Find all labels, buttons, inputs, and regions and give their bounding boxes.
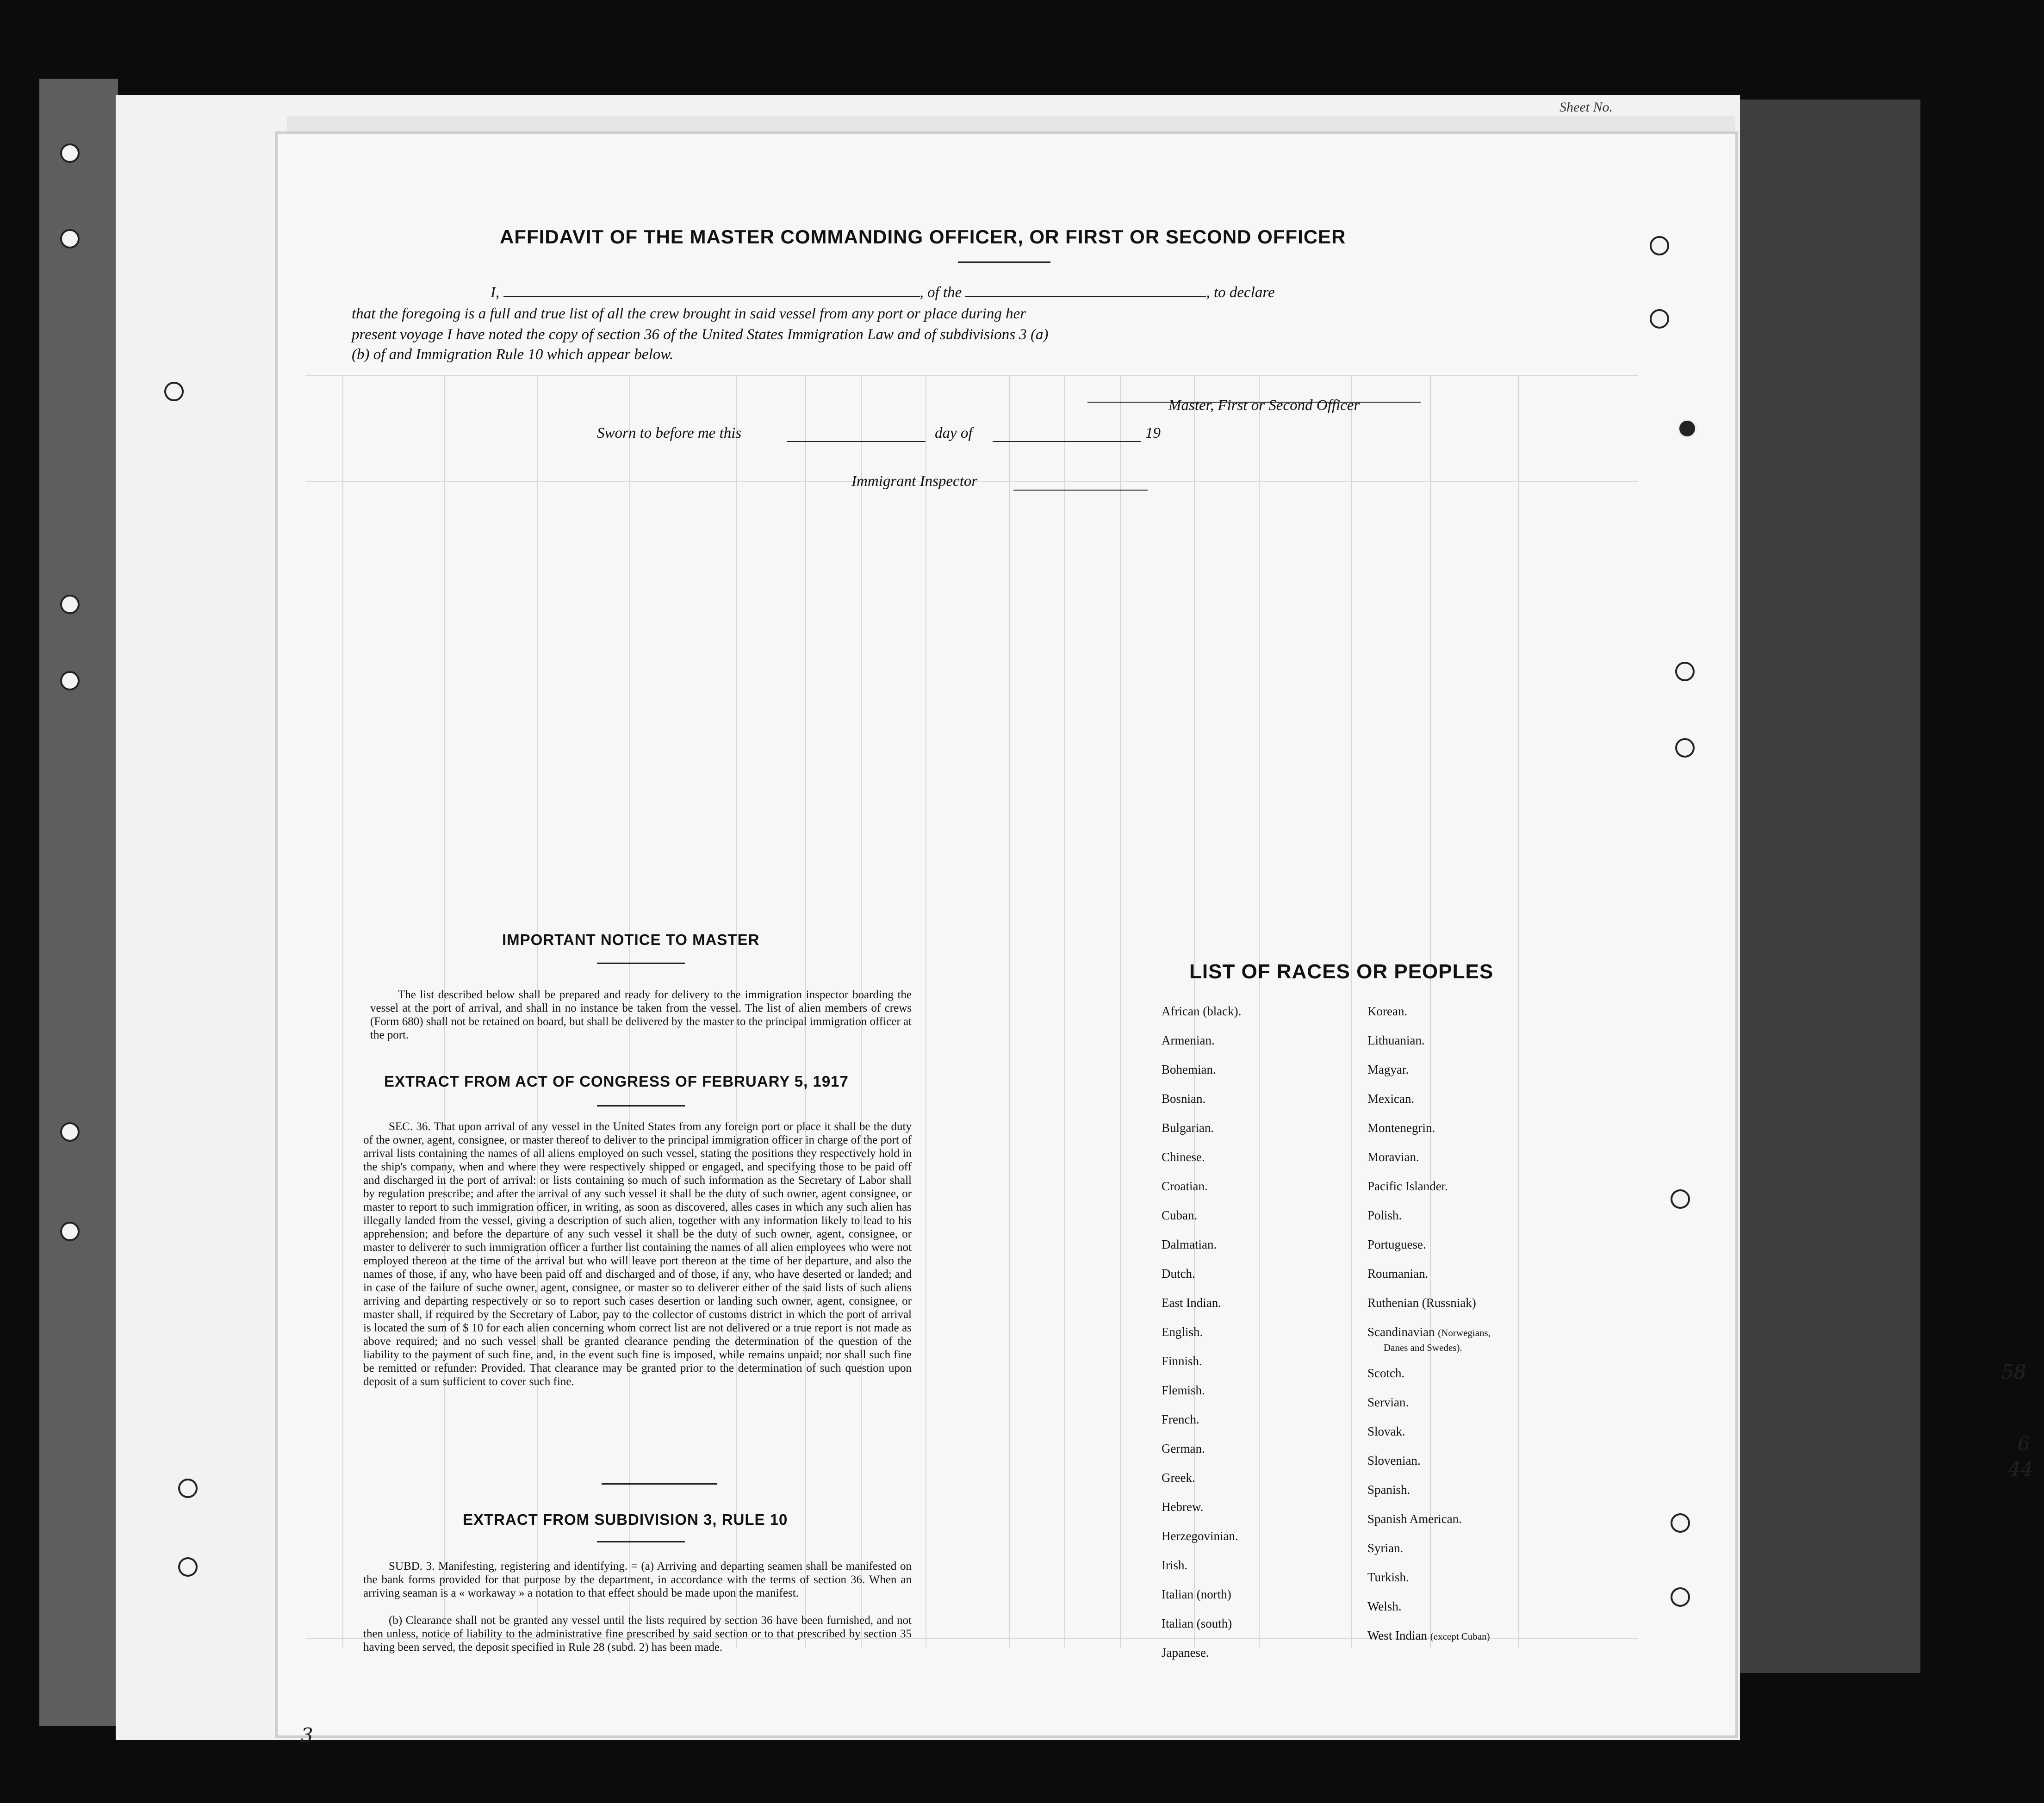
race-item: Flemish.	[1162, 1383, 1205, 1397]
race-item: Chinese.	[1162, 1150, 1205, 1164]
race-item: Roumanian.	[1367, 1267, 1429, 1281]
race-label: West Indian	[1367, 1629, 1428, 1642]
binder-hole	[60, 229, 80, 249]
binder-hole	[1650, 309, 1669, 329]
race-item: Syrian.	[1367, 1541, 1404, 1555]
affidavit-line1	[491, 283, 1275, 301]
race-item-continued	[1384, 1340, 1462, 1354]
race-item: Croatian.	[1162, 1179, 1208, 1193]
race-item: Scotch.	[1367, 1366, 1405, 1380]
race-item: Servian.	[1367, 1395, 1409, 1409]
race-item: Italian (south)	[1162, 1616, 1232, 1630]
race-item	[1367, 1325, 1491, 1339]
race-item: Italian (north)	[1162, 1587, 1231, 1601]
race-item: Armenian.	[1162, 1033, 1215, 1047]
year-label: 19	[1145, 425, 1161, 441]
affidavit-declare-label: , to declare	[1206, 284, 1275, 301]
race-item: Spanish American.	[1367, 1512, 1462, 1526]
binder-hole	[60, 1222, 80, 1241]
affidavit-of-label: , of the	[919, 284, 962, 301]
sheet-number-tab: Sheet No.	[1559, 99, 1613, 115]
race-item: Herzegovinian.	[1162, 1529, 1238, 1543]
binder-strip	[39, 79, 118, 1726]
extract-act-rule	[597, 1105, 685, 1107]
binder-hole	[1671, 1513, 1690, 1533]
title-rule	[958, 261, 1050, 263]
binder-hole	[1671, 1587, 1690, 1607]
races-title: LIST OF RACES OR PEOPLES	[1189, 960, 1494, 983]
race-item: Korean.	[1367, 1004, 1408, 1018]
affidavit-line2: that the foregoing is a full and true list of all the crew brought in said vessel from any port or place during her	[352, 305, 1026, 322]
backing-board-right	[1721, 99, 1920, 1673]
race-item: Japanese.	[1162, 1646, 1209, 1660]
race-item: French.	[1162, 1412, 1199, 1426]
race-item: Magyar.	[1367, 1063, 1409, 1076]
affidavit-title: AFFIDAVIT OF THE MASTER COMMANDING OFFICER, OR FIRST OR SECOND OFFICER	[500, 226, 1346, 248]
race-item: Spanish.	[1367, 1483, 1410, 1497]
race-item: Lithuanian.	[1367, 1033, 1425, 1047]
race-item: Cuban.	[1162, 1208, 1198, 1222]
binder-hole	[1677, 419, 1697, 438]
race-item: English.	[1162, 1325, 1203, 1339]
inspector-label: Immigrant Inspector	[851, 473, 978, 490]
binder-hole	[1675, 738, 1695, 758]
binder-hole	[60, 595, 80, 614]
binder-hole	[60, 143, 80, 163]
race-item: Montenegrin.	[1367, 1121, 1435, 1135]
binder-hole	[1671, 1189, 1690, 1209]
notice-rule	[597, 963, 685, 964]
extract-rule-rule	[597, 1541, 685, 1542]
binder-hole	[178, 1479, 198, 1498]
race-item: Slovak.	[1367, 1424, 1405, 1438]
name-blank	[503, 283, 920, 297]
race-note: (Norwegians,	[1438, 1327, 1491, 1338]
binder-hole	[178, 1557, 198, 1577]
day-of-label: day of	[935, 425, 973, 441]
race-item: Hebrew.	[1162, 1500, 1204, 1514]
handwritten-number: 3	[301, 1724, 313, 1747]
binder-hole	[1650, 236, 1669, 255]
race-note: (except Cuban)	[1430, 1631, 1490, 1642]
binder-hole	[164, 382, 184, 401]
race-item: Bosnian.	[1162, 1092, 1206, 1106]
race-item: Pacific Islander.	[1367, 1179, 1448, 1193]
handwritten-number: 44	[2008, 1458, 2033, 1480]
sworn-day-blank	[787, 428, 926, 442]
binder-hole	[1675, 662, 1695, 681]
race-item: Turkish.	[1367, 1570, 1409, 1584]
binder-hole	[60, 671, 80, 690]
master-label: Master, First or Second Officer	[1168, 397, 1360, 414]
race-item: Ruthenian (Russniak)	[1367, 1296, 1476, 1310]
race-note: Danes and Swedes).	[1384, 1342, 1462, 1353]
race-label: Scandinavian	[1367, 1325, 1435, 1339]
race-item: Greek.	[1162, 1471, 1195, 1485]
vessel-blank	[965, 283, 1206, 297]
race-item	[1367, 1629, 1490, 1643]
race-item: Portuguese.	[1367, 1237, 1426, 1251]
affidavit-i-label: I,	[491, 284, 500, 301]
race-item: Mexican.	[1367, 1092, 1415, 1106]
affidavit-line3: present voyage I have noted the copy of section 36 of the United States Immigration Law and of subdivisions 3 (a)	[352, 326, 1049, 343]
race-item: German.	[1162, 1442, 1205, 1455]
handwritten-number: 58	[2001, 1361, 2026, 1383]
race-item: Finnish.	[1162, 1354, 1202, 1368]
race-item: Bohemian.	[1162, 1063, 1216, 1076]
inspector-blank	[1013, 477, 1148, 491]
race-item: East Indian.	[1162, 1296, 1221, 1310]
month-blank	[993, 428, 1141, 442]
extract-act-end-rule	[602, 1483, 717, 1485]
race-item: Dalmatian.	[1162, 1237, 1217, 1251]
extract-rule-text-b: (b) Clearance shall not be granted any vessel until the lists required by section 36 have been furnished, and not then unless, notice of liability to the administrative fine prescribed by said section or to that prescribed by section 35 having been served, the deposit specified in Rule 28 (subd. 2) has been made.	[363, 1614, 912, 1654]
sworn-label: Sworn to before me this	[597, 425, 742, 441]
race-item: Polish.	[1367, 1208, 1402, 1222]
race-item: Moravian.	[1367, 1150, 1419, 1164]
race-item: Bulgarian.	[1162, 1121, 1214, 1135]
notice-text: The list described below shall be prepared and ready for delivery to the immigration inspector boarding the vessel at the port of arrival, and shall in no instance be taken from the vessel. The list of alien members of crews (Form 680) shall not be retained on board, but shall be delivered by the master to the principal immigration officer at the port.	[370, 989, 912, 1041]
handwritten-number: 6	[2018, 1432, 2030, 1455]
affidavit-line4: (b) of and Immigration Rule 10 which appear below.	[352, 346, 674, 363]
race-item: Dutch.	[1162, 1267, 1195, 1281]
extract-rule-title: EXTRACT FROM SUBDIVISION 3, RULE 10	[463, 1511, 788, 1528]
extract-act-title: EXTRACT FROM ACT OF CONGRESS OF FEBRUARY 5, 1917	[384, 1073, 849, 1090]
notice-title: IMPORTANT NOTICE TO MASTER	[502, 931, 760, 948]
race-item: African (black).	[1162, 1004, 1242, 1018]
extract-act-text: SEC. 36. That upon arrival of any vessel in the United States from any foreign port or place it shall be the duty of the owner, agent, consignee, or master thereof to deliver to the principal immigration officer in charge of the port of arrival lists containing the names of all aliens employed on such vessel, stating the positions they respectively hold in the ship's company, when and where they were respectively shipped or engaged, and specifying those to be paid off and discharged in the port of arrival: or lists containing so much of such information as the Secretary of Labor shall by regulation prescribe; and after the arrival of any such vessel it shall be the duty of such owner, agent consignee, or master to report to such immigration officer, in writing, as soon as discovered, alles cases in which any such alien has illegally landed from the vessel, giving a description of such alien, together with any information likely to lead to his apprehension; and before the departure of any such vessel it shall be the duty of such owner, agent, consignee, or master to deliverer to such immigration officer a further list containing the names of all alien employees who were not employed thereon at the time of the arrival but who will leave port thereon at the time of her departure, and also the names of those, if any, who have been paid off and discharged and of those, if any, who have deserted or landed; and in case of the failure of suche owner, agent, consignee, or master so to deliverer either of the said lists of such aliens arriving and departing respectively or so to report such cases desertion or landing such owner, agent, consignee, or master shall, if required by the Secretary of Labor, pay to the collector of customs district in which the port of arrival is located the sum of $ 10 for each alien concerning whom correct list are not delivered or a true report is not made as above required; and no such vessel shall be granted clearance pending the determination of the question of the liability to the payment of such fine, and, in the event such fine is imposed, while remains unpaid; nor shall such fine be remitted or refunder: Provided. That clearance may be granted prior to the determination of such question upon deposit of a sum sufficient to cover such fine.	[363, 1120, 912, 1388]
binder-hole	[60, 1122, 80, 1142]
race-item: Welsh.	[1367, 1599, 1402, 1613]
extract-rule-text-a: SUBD. 3. Manifesting, registering and identifying. = (a) Arriving and departing seamen shall be manifested on the bank forms provided for that purpose by the department, in accordance with the terms of section 36. When an arriving seaman is a « workaway » a notation to that effect should be made upon the manifest.	[363, 1560, 912, 1599]
race-item: Slovenian.	[1367, 1454, 1421, 1467]
race-item: Irish.	[1162, 1558, 1188, 1572]
